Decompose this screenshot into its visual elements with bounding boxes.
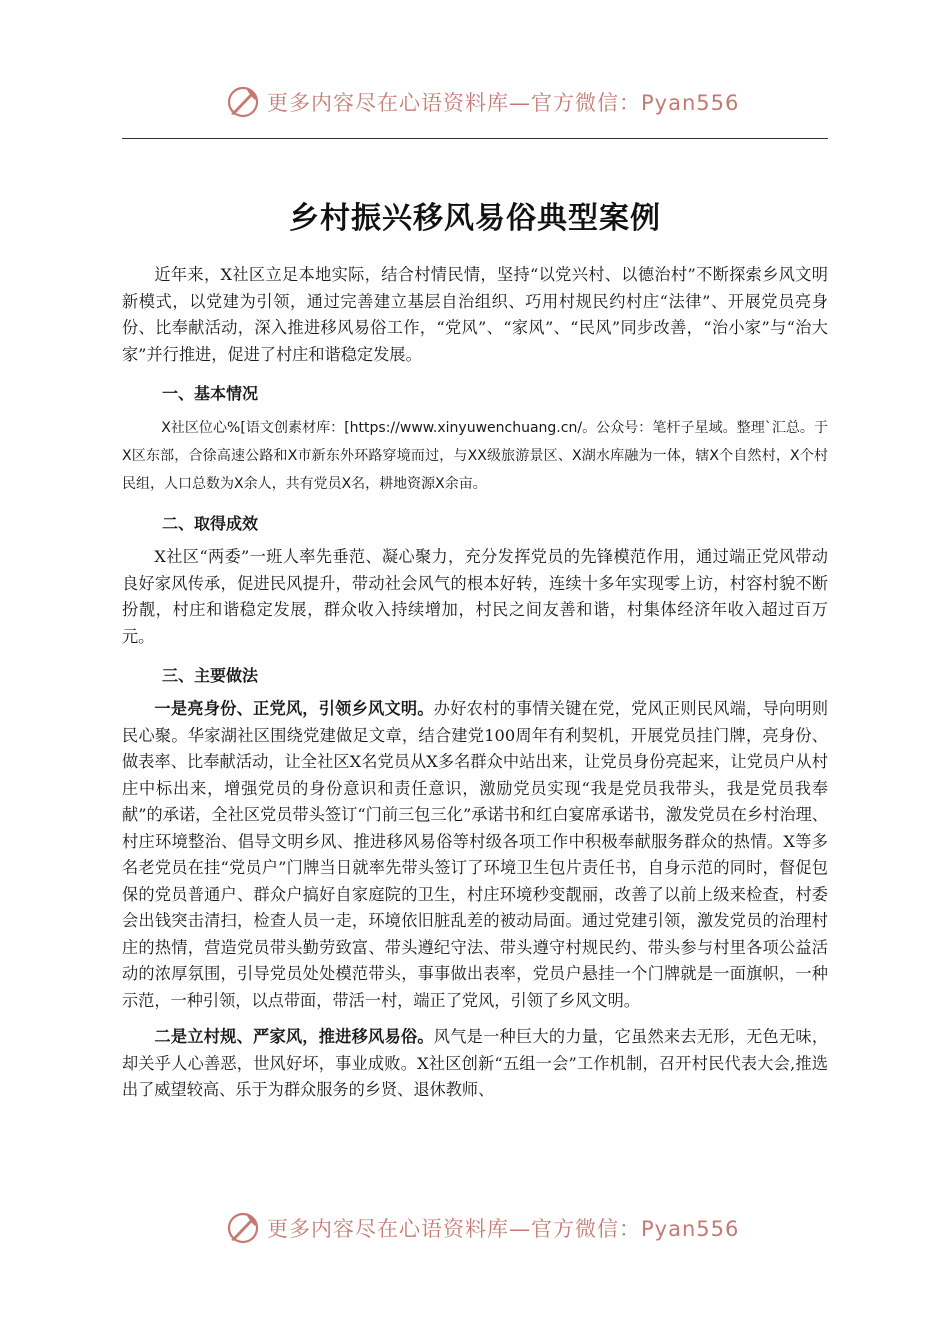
point-one-lead: 一是亮身份、正党风，引领乡风文明。 [154, 699, 434, 718]
point-one-text: 办好农村的事情关键在党，党风正则民风端，导向明则民心聚。华家湖社区围绕党建做足文章，结合建党100周年有利契机，开展党员挂门牌，亮身份、做表率、比奉献活动，让全社区X名党员从X多名群众中站出来，让党员身份亮起来，让党员户从村庄中标出来，增强党员的身份意识和责任意识，激励党员实现“我是党员我带头，我是党员我奉献”的承诺，全社区党员带头签订“门前三包三化”承诺书和红白宴席承诺书，激发党员在乡村治理、村庄环境整治、倡导文明乡风、推进移风易俗等村级各项工作中积极奉献服务群众的热情。X等多名老党员在挂“党员户”门牌当日就率先带头签订了环境卫生包片责任书，自身示范的同时，督促包保的党员普通户、群众户搞好自家庭院的卫生，村庄环境秒变靓丽，改善了以前上级来检查，村委会出钱突击清扫，检查人员一走，环境依旧脏乱差的被动局面。通过党建引领，激发党员的治理村庄的热情，营造党员带头勤劳致富、带头遵纪守法、带头遵守村规民约、带头参与村里各项公益活动的浓厚氛围，引导党员处处模范带头，事事做出表率，党员户悬挂一个门牌就是一面旗帜，一种示范，一种引领，以点带面，带活一村，端正了党风，引领了乡风文明。 [122, 699, 829, 1010]
watermark-text: 更多内容尽在心语资料库—官方微信：Pyan556 [267, 91, 740, 115]
point-one-paragraph [122, 696, 828, 1014]
header-watermark [225, 82, 745, 122]
point-two-lead: 二是立村规、严家风，推进移风易俗。 [154, 1027, 434, 1046]
point-two-text: 风气是一种巨大的力量，它虽然来去无形，无色无味，却关乎人心善恶，世风好坏，事业成败。X社区创新“五组一会”工作机制，召开村民代表大会,推选出了威望较高、乐于为群众服务的乡贤、退休教师、 [122, 1027, 829, 1099]
watermark-text: 更多内容尽在心语资料库—官方微信：Pyan556 [267, 1217, 740, 1241]
footer-watermark [225, 1208, 745, 1248]
section-basic-paragraph: X社区位心%[语文创素材库：[https://www.xinyuwenchuang.cn/。公众号：笔杆子星域。整理`汇总。于X区东部，合徐高速公路和X市新东外环路穿境而过，与XX级旅游景区、X湖水库融为一体，辖X个自然村，X个村民组，人口总数为X余人，共有党员X名，耕地资源X余亩。 [122, 420, 828, 492]
quill-logo-icon [225, 1210, 261, 1246]
section-results-paragraph: X社区“两委”一班人率先垂范、凝心聚力，充分发挥党员的先锋模范作用，通过端正党风带动良好家风传承，促进民风提升，带动社会风气的根本好转，连续十多年实现零上访，村容村貌不断扮靓，村庄和谐稳定发展，群众收入持续增加，村民之间友善和谐，村集体经济年收入超过百万元。 [122, 547, 828, 646]
quill-logo-icon [225, 84, 261, 120]
section-heading-results: 二、取得成效 [162, 514, 259, 533]
document-title: 乡村振兴移风易俗典型案例 [289, 201, 661, 236]
document-body [122, 262, 828, 1104]
point-two-paragraph [122, 1024, 828, 1104]
section-heading-basic: 一、基本情况 [162, 384, 259, 403]
section-heading-methods: 三、主要做法 [162, 666, 259, 685]
header-divider [122, 138, 828, 139]
intro-paragraph: 近年来，X社区立足本地实际，结合村情民情，坚持“以党兴村、以德治村”不断探索乡风文明新模式，以党建为引领，通过完善建立基层自治组织、巧用村规民约村庄“法律”、开展党员亮身份、比奉献活动，深入推进移风易俗工作，“党风”、“家风”、“民风”同步改善，“治小家”与“治大家”并行推进，促进了村庄和谐稳定发展。 [122, 265, 828, 364]
